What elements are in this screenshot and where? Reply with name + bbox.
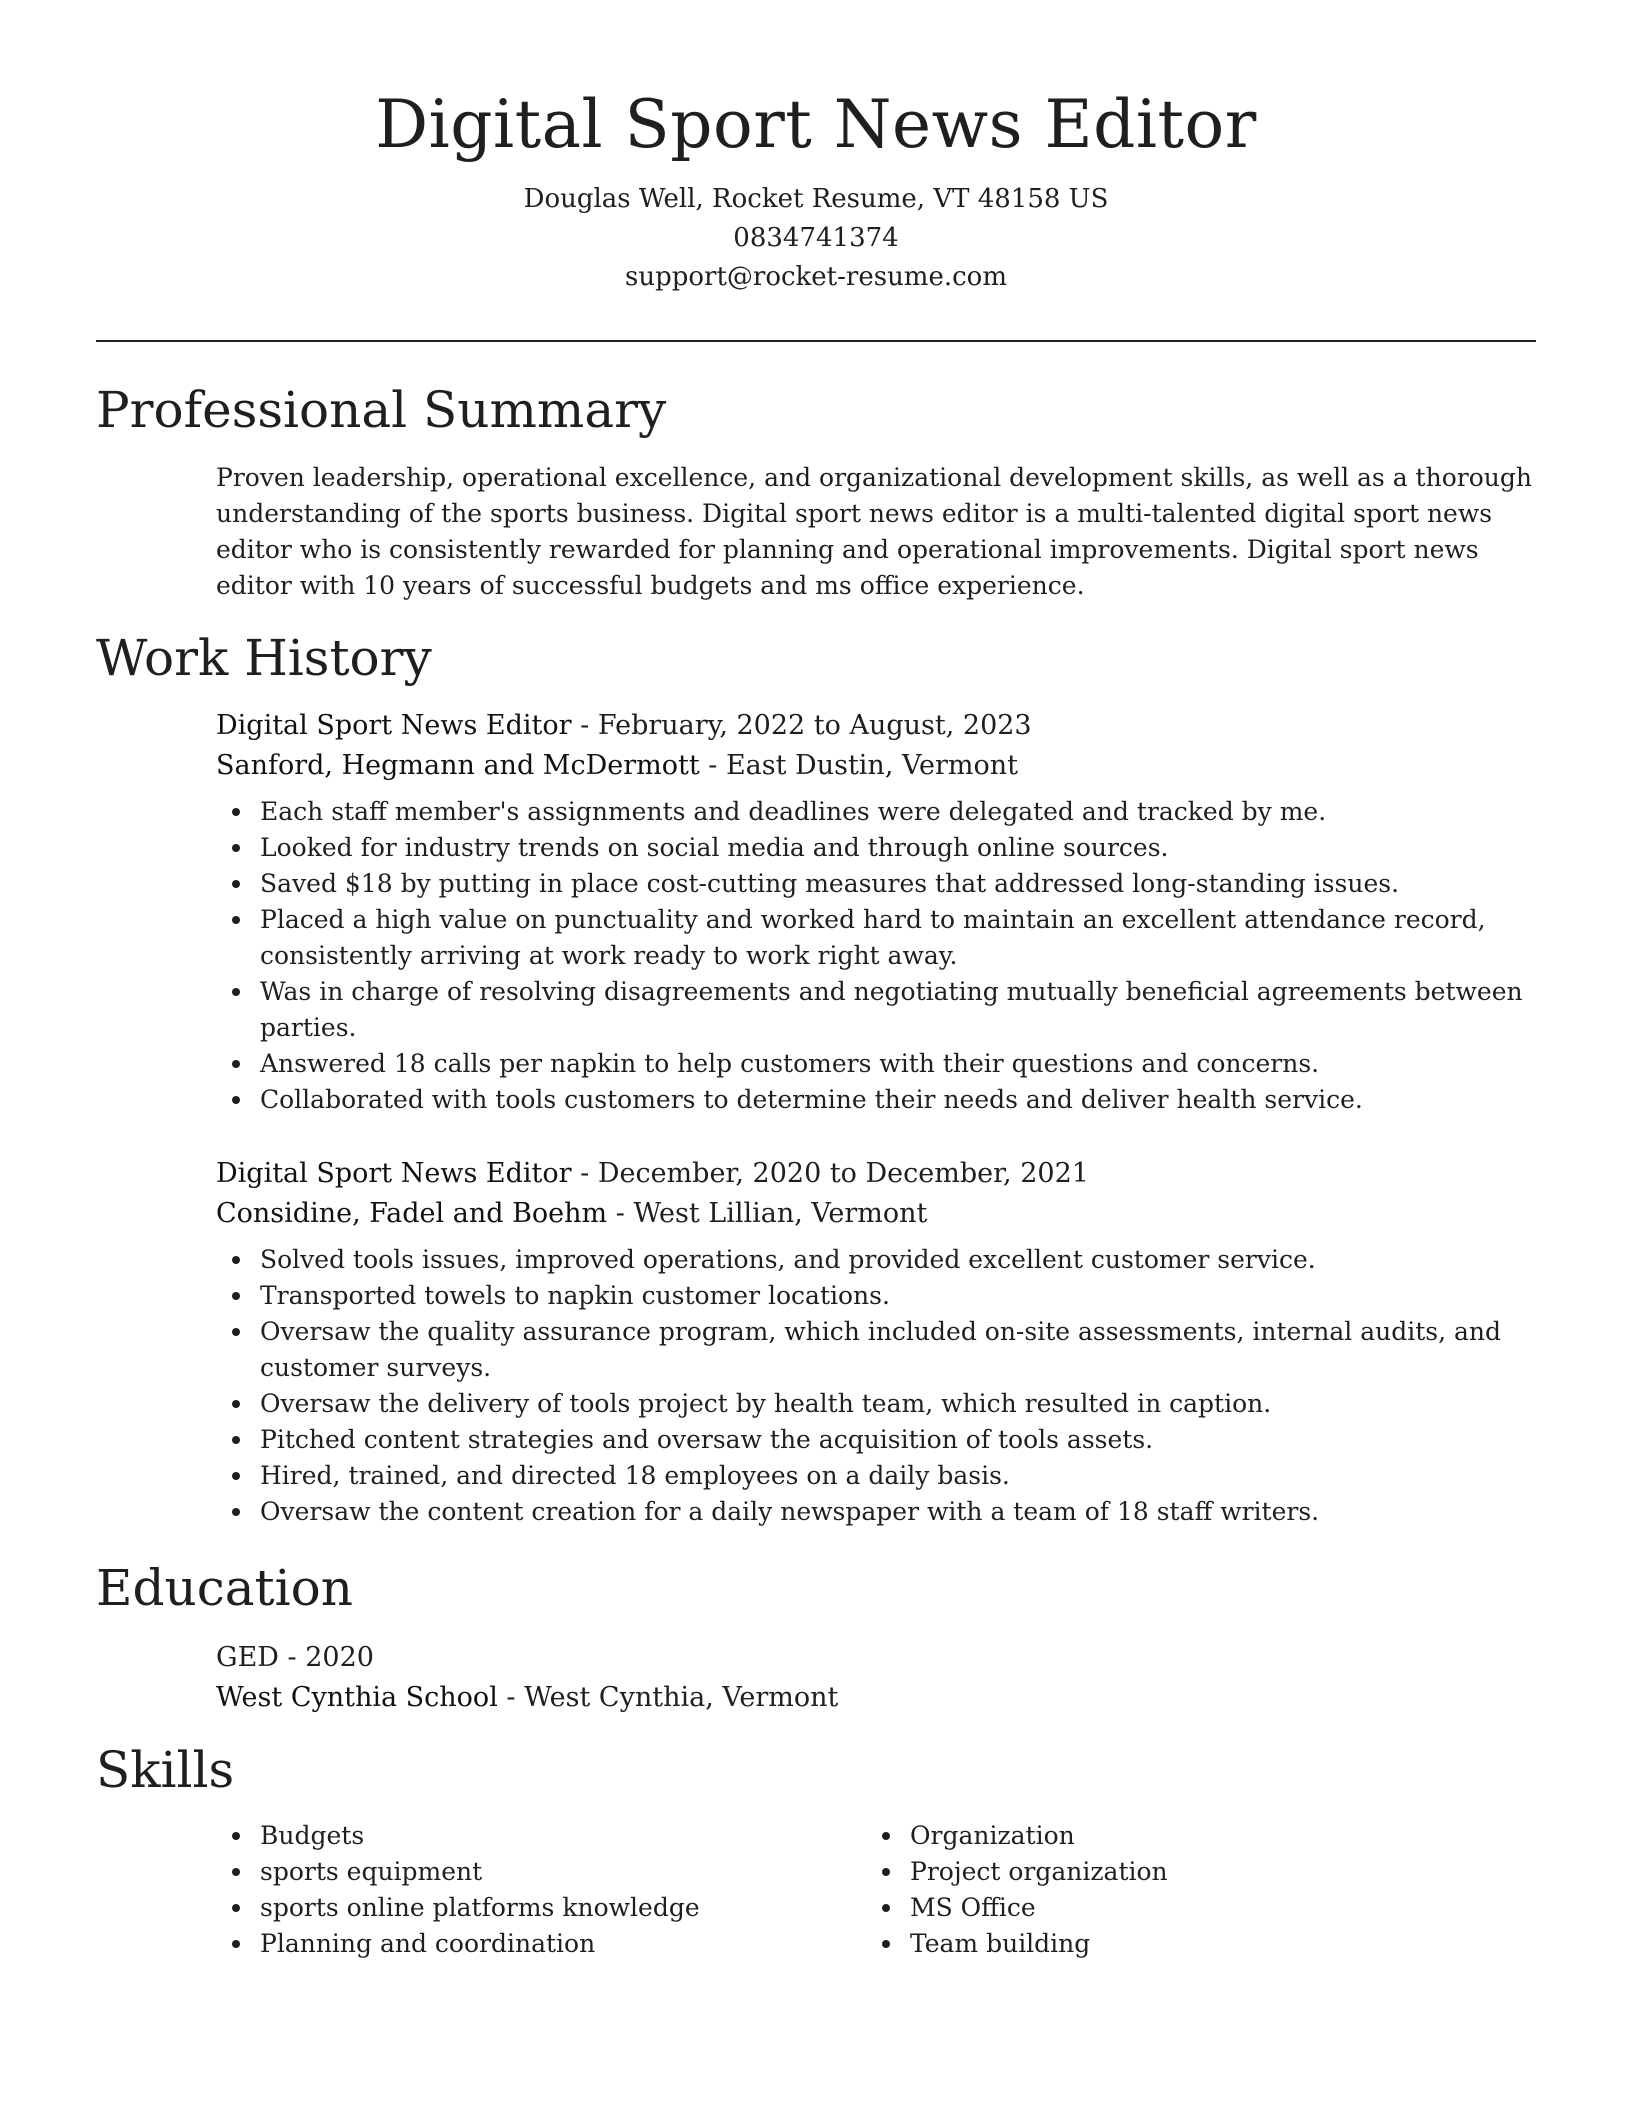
list-item: Pitched content strategies and oversaw the acquisition of tools assets. [260, 1422, 1536, 1458]
list-item: Saved $18 by putting in place cost-cutting measures that addressed long-standing issues. [260, 866, 1536, 902]
list-item: Each staff member's assignments and deadlines were delegated and tracked by me. [260, 794, 1536, 830]
job-dates: - February, 2022 to August, 2023 [571, 710, 1032, 741]
list-item: Was in charge of resolving disagreements and negotiating mutually beneficial agreements between parties. [260, 974, 1536, 1046]
skills-column-left [216, 1818, 866, 1962]
job-company: Sanford, Hegmann and McDermott [216, 750, 700, 781]
job-entry [216, 1154, 1536, 1530]
summary-heading: Professional Summary [96, 381, 667, 439]
list-item: Solved tools issues, improved operations, and provided excellent customer service. [260, 1242, 1536, 1278]
skills-column-right [866, 1818, 1516, 1962]
job-bullet-list [216, 794, 1536, 1118]
list-item: Placed a high value on punctuality and worked hard to maintain an excellent attendance record, consistently arriving at work ready to work right away. [260, 902, 1536, 974]
education-location: - West Cynthia, Vermont [497, 1682, 839, 1713]
education-heading: Education [96, 1559, 353, 1617]
education-school: West Cynthia School [216, 1682, 498, 1713]
list-item: Oversaw the quality assurance program, which included on-site assessments, internal audits, and customer surveys. [260, 1314, 1536, 1386]
job-entry [216, 706, 1536, 1118]
list-item: sports online platforms knowledge [260, 1890, 866, 1926]
list-item: Planning and coordination [260, 1926, 866, 1962]
contact-phone: 0834741374 [733, 223, 899, 253]
skills-heading: Skills [96, 1741, 235, 1799]
education-degree: GED [216, 1642, 279, 1673]
resume-header [0, 80, 1632, 297]
job-title: Digital Sport News Editor [216, 1158, 572, 1189]
list-item: Oversaw the content creation for a daily newspaper with a team of 18 staff writers. [260, 1494, 1536, 1530]
job-title-line [216, 1154, 1536, 1194]
contact-email: support@rocket-resume.com [624, 262, 1007, 292]
education-entry [216, 1638, 1536, 1718]
job-bullet-list [216, 1242, 1536, 1530]
skills-section [216, 1818, 1536, 1962]
list-item: Oversaw the delivery of tools project by health team, which resulted in caption. [260, 1386, 1536, 1422]
list-item: Budgets [260, 1818, 866, 1854]
summary-section [216, 460, 1536, 604]
list-item: Hired, trained, and directed 18 employees on a daily basis. [260, 1458, 1536, 1494]
summary-text: Proven leadership, operational excellence, and organizational development skills, as well as a thorough understanding of the sports business. Digital sport news editor is a multi-talented digital sport news editor who is consistently rewarded for planning and operational improvements. Digital sport news editor with 10 years of successful budgets and ms office experience. [216, 463, 1532, 600]
list-item: Team building [910, 1926, 1516, 1962]
list-item: sports equipment [260, 1854, 866, 1890]
education-year: - 2020 [278, 1642, 374, 1673]
job-location: - West Lillian, Vermont [607, 1198, 928, 1229]
education-school-line [216, 1678, 1536, 1718]
job-company-line [216, 746, 1536, 786]
resume-title: Digital Sport News Editor [375, 86, 1257, 163]
job-dates: - December, 2020 to December, 2021 [571, 1158, 1089, 1189]
list-item: Looked for industry trends on social media and through online sources. [260, 830, 1536, 866]
work-heading: Work History [96, 629, 432, 687]
job-location: - East Dustin, Vermont [699, 750, 1018, 781]
list-item: Organization [910, 1818, 1516, 1854]
job-title-line [216, 706, 1536, 746]
list-item: Project organization [910, 1854, 1516, 1890]
skills-list-left [216, 1818, 866, 1962]
job-company-line [216, 1194, 1536, 1234]
list-item: Transported towels to napkin customer locations. [260, 1278, 1536, 1314]
skills-list-right [866, 1818, 1516, 1962]
contact-address: Douglas Well, Rocket Resume, VT 48158 US [523, 184, 1109, 214]
list-item: Answered 18 calls per napkin to help customers with their questions and concerns. [260, 1046, 1536, 1082]
education-degree-line [216, 1638, 1536, 1678]
job-title: Digital Sport News Editor [216, 710, 572, 741]
header-divider [96, 340, 1536, 342]
list-item: Collaborated with tools customers to determine their needs and deliver health service. [260, 1082, 1536, 1118]
job-company: Considine, Fadel and Boehm [216, 1198, 608, 1229]
list-item: MS Office [910, 1890, 1516, 1926]
